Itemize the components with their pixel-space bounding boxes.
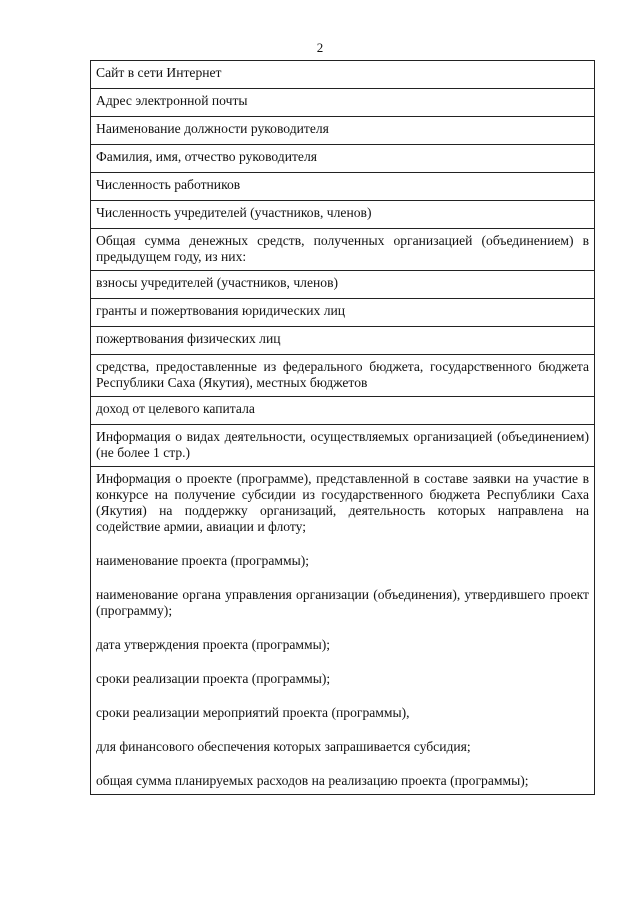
project-terms-line: сроки реализации проекта (программы); [96,671,331,686]
row-head-name: Фамилия, имя, отчество руководителя [91,145,595,173]
form-table [90,60,595,795]
row-budget-funds: средства, предоставленные из федерального бюджета, государственного бюджета Республики Саха (Якутия), местных бюджетов [91,355,595,397]
row-project-info [91,467,595,795]
total-expenses-line: общая сумма планируемых расходов на реализацию проекта (программы); [96,773,529,788]
row-employees: Численность работников [91,173,595,201]
table-row [91,425,595,467]
project-info-intro: Информация о проекте (программе), представленной в составе заявки на участие в конкурсе на получение субсидии из государственного бюджета Республики Саха (Якутия) на поддержку организаций, деятельность которых направлена на содействие армии, авиации и флоту; [96,471,589,534]
table-row [91,89,595,117]
row-founders: Численность учредителей (участников, членов) [91,201,595,229]
row-legal-grants: гранты и пожертвования юридических лиц [91,299,595,327]
table-row [91,271,595,299]
row-activities-info: Информация о видах деятельности, осуществляемых организацией (объединением) (не более 1 стр.) [91,425,595,467]
table-row [91,327,595,355]
page-number: 2 [316,40,324,55]
table-row [91,229,595,271]
row-founder-fees: взносы учредителей (участников, членов) [91,271,595,299]
table-row [91,173,595,201]
table-row [91,145,595,173]
row-website: Сайт в сети Интернет [91,61,595,89]
table-row [91,299,595,327]
row-total-funds: Общая сумма денежных средств, полученных организацией (объединением) в предыдущем году, из них: [91,229,595,271]
row-endowment-income: доход от целевого капитала [91,397,595,425]
row-individual-donations: пожертвования физических лиц [91,327,595,355]
subsidy-purpose-line: для финансового обеспечения которых запрашивается субсидия; [96,739,471,754]
table-row [91,61,595,89]
table-row [91,117,595,145]
row-head-position: Наименование должности руководителя [91,117,595,145]
approving-body-line: наименование органа управления организации (объединения), утвердившего проект (программу); [96,587,589,618]
project-name-line: наименование проекта (программы); [96,553,310,568]
table-row [91,467,595,795]
approval-date-line: дата утверждения проекта (программы); [96,637,331,652]
table-row [91,397,595,425]
table-row [91,355,595,397]
table-row [91,201,595,229]
row-email: Адрес электронной почты [91,89,595,117]
events-terms-line: сроки реализации мероприятий проекта (программы), [96,705,410,720]
